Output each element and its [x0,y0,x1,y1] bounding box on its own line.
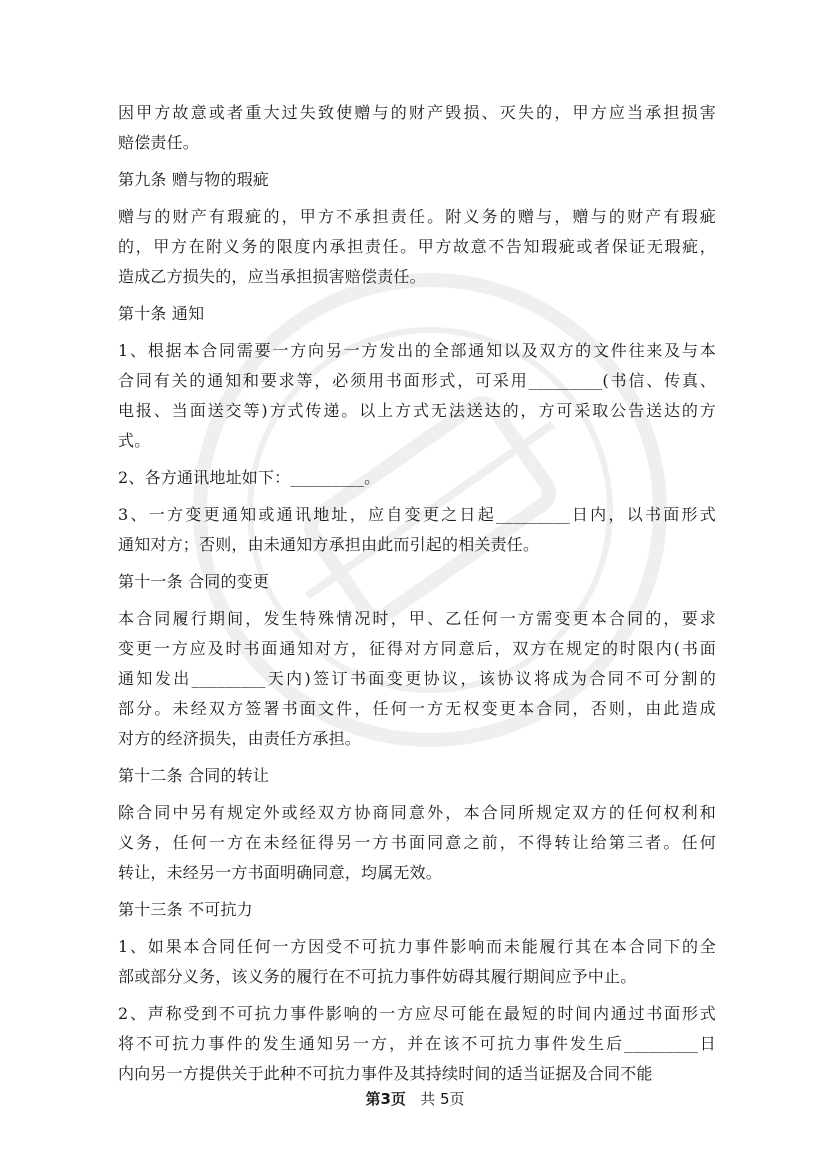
paragraph-line: 转让，未经另一方书面明确同意，均属无效。 [118,863,443,882]
paragraph-line: 部或部分义务，该义务的履行在不可抗力事件妨碍其履行期间应予中止。 [118,967,637,986]
clause-heading: 第九条 赠与物的瑕疵 [118,170,270,189]
contract-body [118,98,716,1089]
page-total: 共 5页 [420,1090,465,1108]
paragraph-line: 赔偿责任。 [118,133,200,152]
paragraph-line: 对方的经济损失，由责任方承担。 [118,729,362,748]
paragraph-gap [118,493,716,500]
paragraph-gap [118,754,716,761]
clause-heading: 第十二条 合同的转让 [118,766,270,785]
paragraph-gap [118,597,716,604]
paragraph-line: 造成乙方损失的，应当承担损害赔偿责任。 [118,267,426,286]
paragraph-gap [118,292,716,299]
paragraph-line: 通知对方；否则，由未通知方承担由此而引起的相关责任。 [118,535,540,554]
paragraph-gap [118,329,716,336]
paragraph-line: 1、根据本合同需要一方向另一方发出的全部通知以及双方的文件往来及与本 [118,341,716,360]
paragraph-gap [118,456,716,463]
clause-heading: 第十条 通知 [118,304,205,323]
page-footer [0,1088,830,1109]
paragraph-line: 电报、当面送交等)方式传递。以上方式无法送达的，方可采取公告送达的方 [118,401,716,420]
paragraph-line: 的，甲方在附义务的限度内承担责任。甲方故意不告知瑕疵或者保证无瑕疵， [118,237,716,256]
paragraph-line: 赠与的财产有瑕疵的，甲方不承担责任。附义务的赠与，赠与的财产有瑕疵 [118,207,716,226]
paragraph-line: 通知发出_________天内)签订书面变更协议，该协议将成为合同不可分割的 [118,669,716,688]
paragraph-line: 内向另一方提供关于此种不可抗力事件及其持续时间的适当证据及合同不能 [118,1064,653,1083]
paragraph-line: 2、各方通讯地址如下：_________。 [118,468,381,487]
paragraph-line: 合同有关的通知和要求等，必须用书面形式，可采用_________(书信、传真、 [118,371,716,390]
paragraph-gap [118,992,716,999]
paragraph-line: 变更一方应及时书面通知对方，征得对方同意后，双方在规定的时限内(书面 [118,639,716,658]
clause-heading: 第十三条 不可抗力 [118,900,253,919]
paragraph-line: 2、声称受到不可抗力事件影响的一方应尽可能在最短的时间内通过书面形式 [118,1004,716,1023]
clause-heading: 第十一条 合同的变更 [118,572,270,591]
paragraph-gap [118,158,716,165]
paragraph-line: 将不可抗力事件的发生通知另一方，并在该不可抗力事件发生后_________日 [118,1034,716,1053]
paragraph-line: 3、一方变更通知或通讯地址，应自变更之日起_________日内，以书面形式 [118,505,716,524]
page-number: 第3页 [365,1090,406,1108]
paragraph-gap [118,925,716,932]
paragraph-line: 1、如果本合同任何一方因受不可抗力事件影响而未能履行其在本合同下的全 [118,937,716,956]
paragraph-gap [118,791,716,798]
paragraph-line: 义务，任何一方在未经征得另一方书面同意之前，不得转让给第三者。任何 [118,833,716,852]
paragraph-line: 式。 [118,431,151,450]
paragraph-line: 本合同履行期间，发生特殊情况时，甲、乙任何一方需变更本合同的，要求 [118,609,716,628]
paragraph-line: 除合同中另有规定外或经双方协商同意外，本合同所规定双方的任何权利和 [118,803,716,822]
paragraph-line: 部分。未经双方签署书面文件，任何一方无权变更本合同，否则，由此造成 [118,699,716,718]
paragraph-gap [118,195,716,202]
paragraph-gap [118,888,716,895]
paragraph-gap [118,560,716,567]
paragraph-line: 因甲方故意或者重大过失致使赠与的财产毁损、灭失的，甲方应当承担损害 [118,103,716,122]
